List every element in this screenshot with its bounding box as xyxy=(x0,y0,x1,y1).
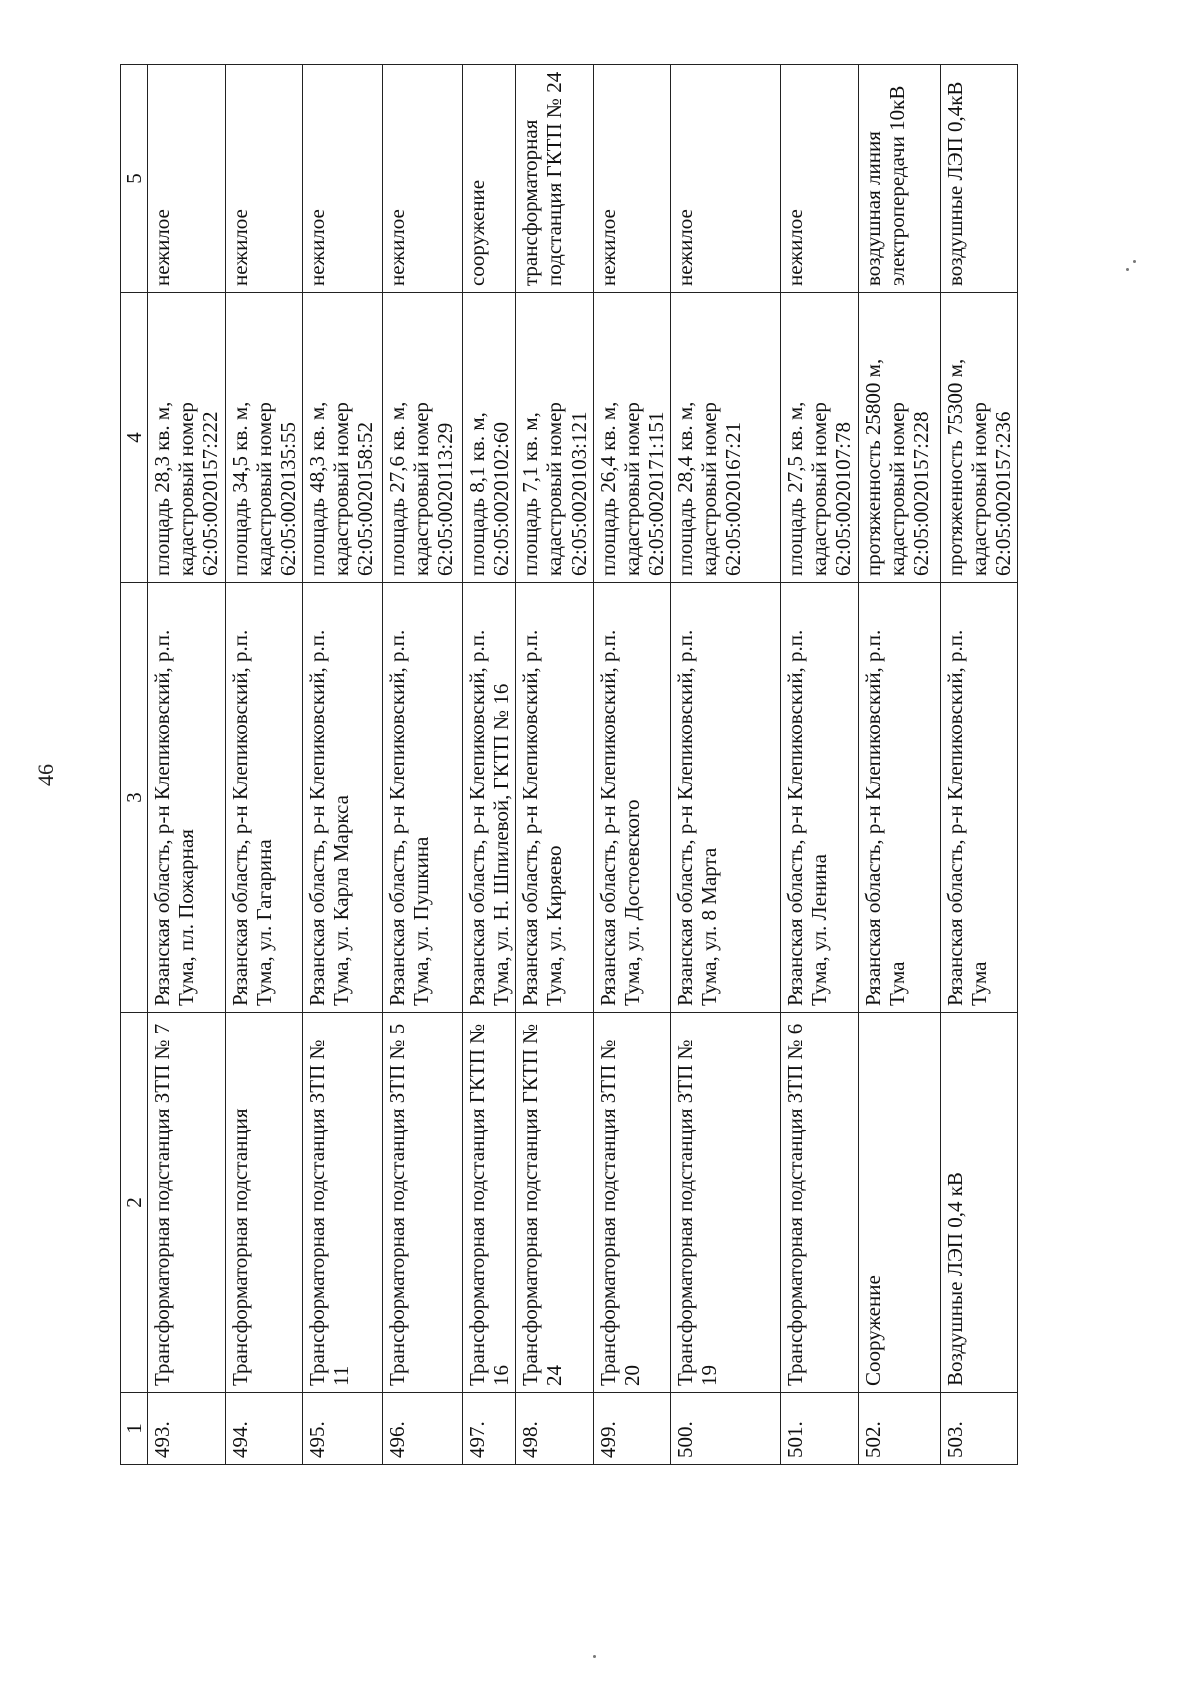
address-cell: Рязанская область, р-н Клепиковский, р.п. Тума, ул. Пушкина xyxy=(382,583,462,1013)
address-cell: Рязанская область, р-н Клепиковский, р.п. Тума, ул. Гагарина xyxy=(225,583,302,1013)
object-type-cell: нежилое xyxy=(225,65,302,293)
table-row xyxy=(462,65,515,1465)
object-type-cell: нежилое xyxy=(382,65,462,293)
details-cell: площадь 27,5 кв. м, кадастровый номер 62:05:0020107:78 xyxy=(781,293,858,583)
object-name-cell: Трансформаторная подстанция ГКТП № 16 xyxy=(462,1013,515,1393)
header-row xyxy=(121,65,148,1465)
row-number-cell: 499. xyxy=(593,1393,670,1465)
table-row xyxy=(516,65,593,1465)
header-cell-5: 5 xyxy=(121,65,148,293)
row-number-cell: 498. xyxy=(516,1393,593,1465)
header-cell-1: 1 xyxy=(121,1393,148,1465)
details-cell: площадь 28,4 кв. м, кадастровый номер 62:05:0020167:21 xyxy=(671,293,781,583)
table-row xyxy=(148,65,225,1465)
address-cell: Рязанская область, р-н Клепиковский, р.п. Тума, ул. Н. Шпилевой, ГКТП № 16 xyxy=(462,583,515,1013)
address-cell: Рязанская область, р-н Клепиковский, р.п. Тума xyxy=(858,583,940,1013)
row-number-cell: 497. xyxy=(462,1393,515,1465)
details-cell: площадь 8,1 кв. м, 62:05:0020102:60 xyxy=(462,293,515,583)
details-cell: протяженность 25800 м, кадастровый номер 62:05:0020157:228 xyxy=(858,293,940,583)
header-cell-2: 2 xyxy=(121,1013,148,1393)
details-cell: площадь 7,1 кв. м, кадастровый номер 62:05:0020103:121 xyxy=(516,293,593,583)
row-number-cell: 503. xyxy=(940,1393,1017,1465)
address-cell: Рязанская область, р-н Клепиковский, р.п. Тума, ул. Ленина xyxy=(781,583,858,1013)
table-row xyxy=(225,65,302,1465)
table-row xyxy=(781,65,858,1465)
row-number-cell: 493. xyxy=(148,1393,225,1465)
address-cell: Рязанская область, р-н Клепиковский, р.п. Тума, ул. Киряево xyxy=(516,583,593,1013)
details-cell: площадь 34,5 кв. м, кадастровый номер 62:05:0020135:55 xyxy=(225,293,302,583)
object-name-cell: Трансформаторная подстанция ЗТП № 20 xyxy=(593,1013,670,1393)
object-type-cell: нежилое xyxy=(593,65,670,293)
header-cell-3: 3 xyxy=(121,583,148,1013)
table-row xyxy=(671,65,781,1465)
object-name-cell: Трансформаторная подстанция ЗТП № 11 xyxy=(302,1013,382,1393)
header-cell-4: 4 xyxy=(121,293,148,583)
table-row xyxy=(858,65,940,1465)
object-type-cell: нежилое xyxy=(148,65,225,293)
details-cell: площадь 27,6 кв. м, кадастровый номер 62:05:0020113:29 xyxy=(382,293,462,583)
row-number-cell: 501. xyxy=(781,1393,858,1465)
table-row xyxy=(593,65,670,1465)
details-cell: площадь 26,4 кв. м, кадастровый номер 62:05:0020171:151 xyxy=(593,293,670,583)
object-name-cell: Трансформаторная подстанция ЗТП № 19 xyxy=(671,1013,781,1393)
address-cell: Рязанская область, р-н Клепиковский, р.п. Тума, ул. Карла Маркса xyxy=(302,583,382,1013)
object-name-cell: Трансформаторная подстанция ЗТП № 7 xyxy=(148,1013,225,1393)
object-type-cell: сооружение xyxy=(462,65,515,293)
object-name-cell: Воздушные ЛЭП 0,4 кВ xyxy=(940,1013,1017,1393)
object-type-cell: трансформаторная подстанция ГКТП № 24 xyxy=(516,65,593,293)
object-type-cell: нежилое xyxy=(302,65,382,293)
object-type-cell: воздушная линия электропередачи 10кВ xyxy=(858,65,940,293)
object-name-cell: Трансформаторная подстанция xyxy=(225,1013,302,1393)
scan-speck xyxy=(1126,268,1129,271)
address-cell: Рязанская область, р-н Клепиковский, р.п. Тума, ул. Достоевского xyxy=(593,583,670,1013)
object-name-cell: Трансформаторная подстанция ЗТП № 6 xyxy=(781,1013,858,1393)
details-cell: протяженность 75300 м, кадастровый номер 62:05:0020157:236 xyxy=(940,293,1017,583)
object-type-cell: воздушные ЛЭП 0,4кВ xyxy=(940,65,1017,293)
address-cell: Рязанская область, р-н Клепиковский, р.п. Тума xyxy=(940,583,1017,1013)
property-table xyxy=(120,64,1018,1465)
address-cell: Рязанская область, р-н Клепиковский, р.п. Тума, пл. Пожарная xyxy=(148,583,225,1013)
row-number-cell: 494. xyxy=(225,1393,302,1465)
object-type-cell: нежилое xyxy=(781,65,858,293)
row-number-cell: 496. xyxy=(382,1393,462,1465)
rotated-table-container xyxy=(120,65,1066,1465)
table-row xyxy=(940,65,1017,1465)
scan-speck xyxy=(593,1655,596,1658)
row-number-cell: 495. xyxy=(302,1393,382,1465)
table-row xyxy=(382,65,462,1465)
row-number-cell: 502. xyxy=(858,1393,940,1465)
details-cell: площадь 48,3 кв. м, кадастровый номер 62:05:0020158:52 xyxy=(302,293,382,583)
row-number-cell: 500. xyxy=(671,1393,781,1465)
scan-speck xyxy=(1133,260,1136,263)
object-name-cell: Трансформаторная подстанция ГКТП № 24 xyxy=(516,1013,593,1393)
details-cell: площадь 28,3 кв. м, кадастровый номер 62:05:0020157:222 xyxy=(148,293,225,583)
page-number: 46 xyxy=(33,764,58,786)
table-row xyxy=(302,65,382,1465)
address-cell: Рязанская область, р-н Клепиковский, р.п. Тума, ул. 8 Марта xyxy=(671,583,781,1013)
object-name-cell: Трансформаторная подстанция ЗТП № 5 xyxy=(382,1013,462,1393)
object-name-cell: Сооружение xyxy=(858,1013,940,1393)
object-type-cell: нежилое xyxy=(671,65,781,293)
